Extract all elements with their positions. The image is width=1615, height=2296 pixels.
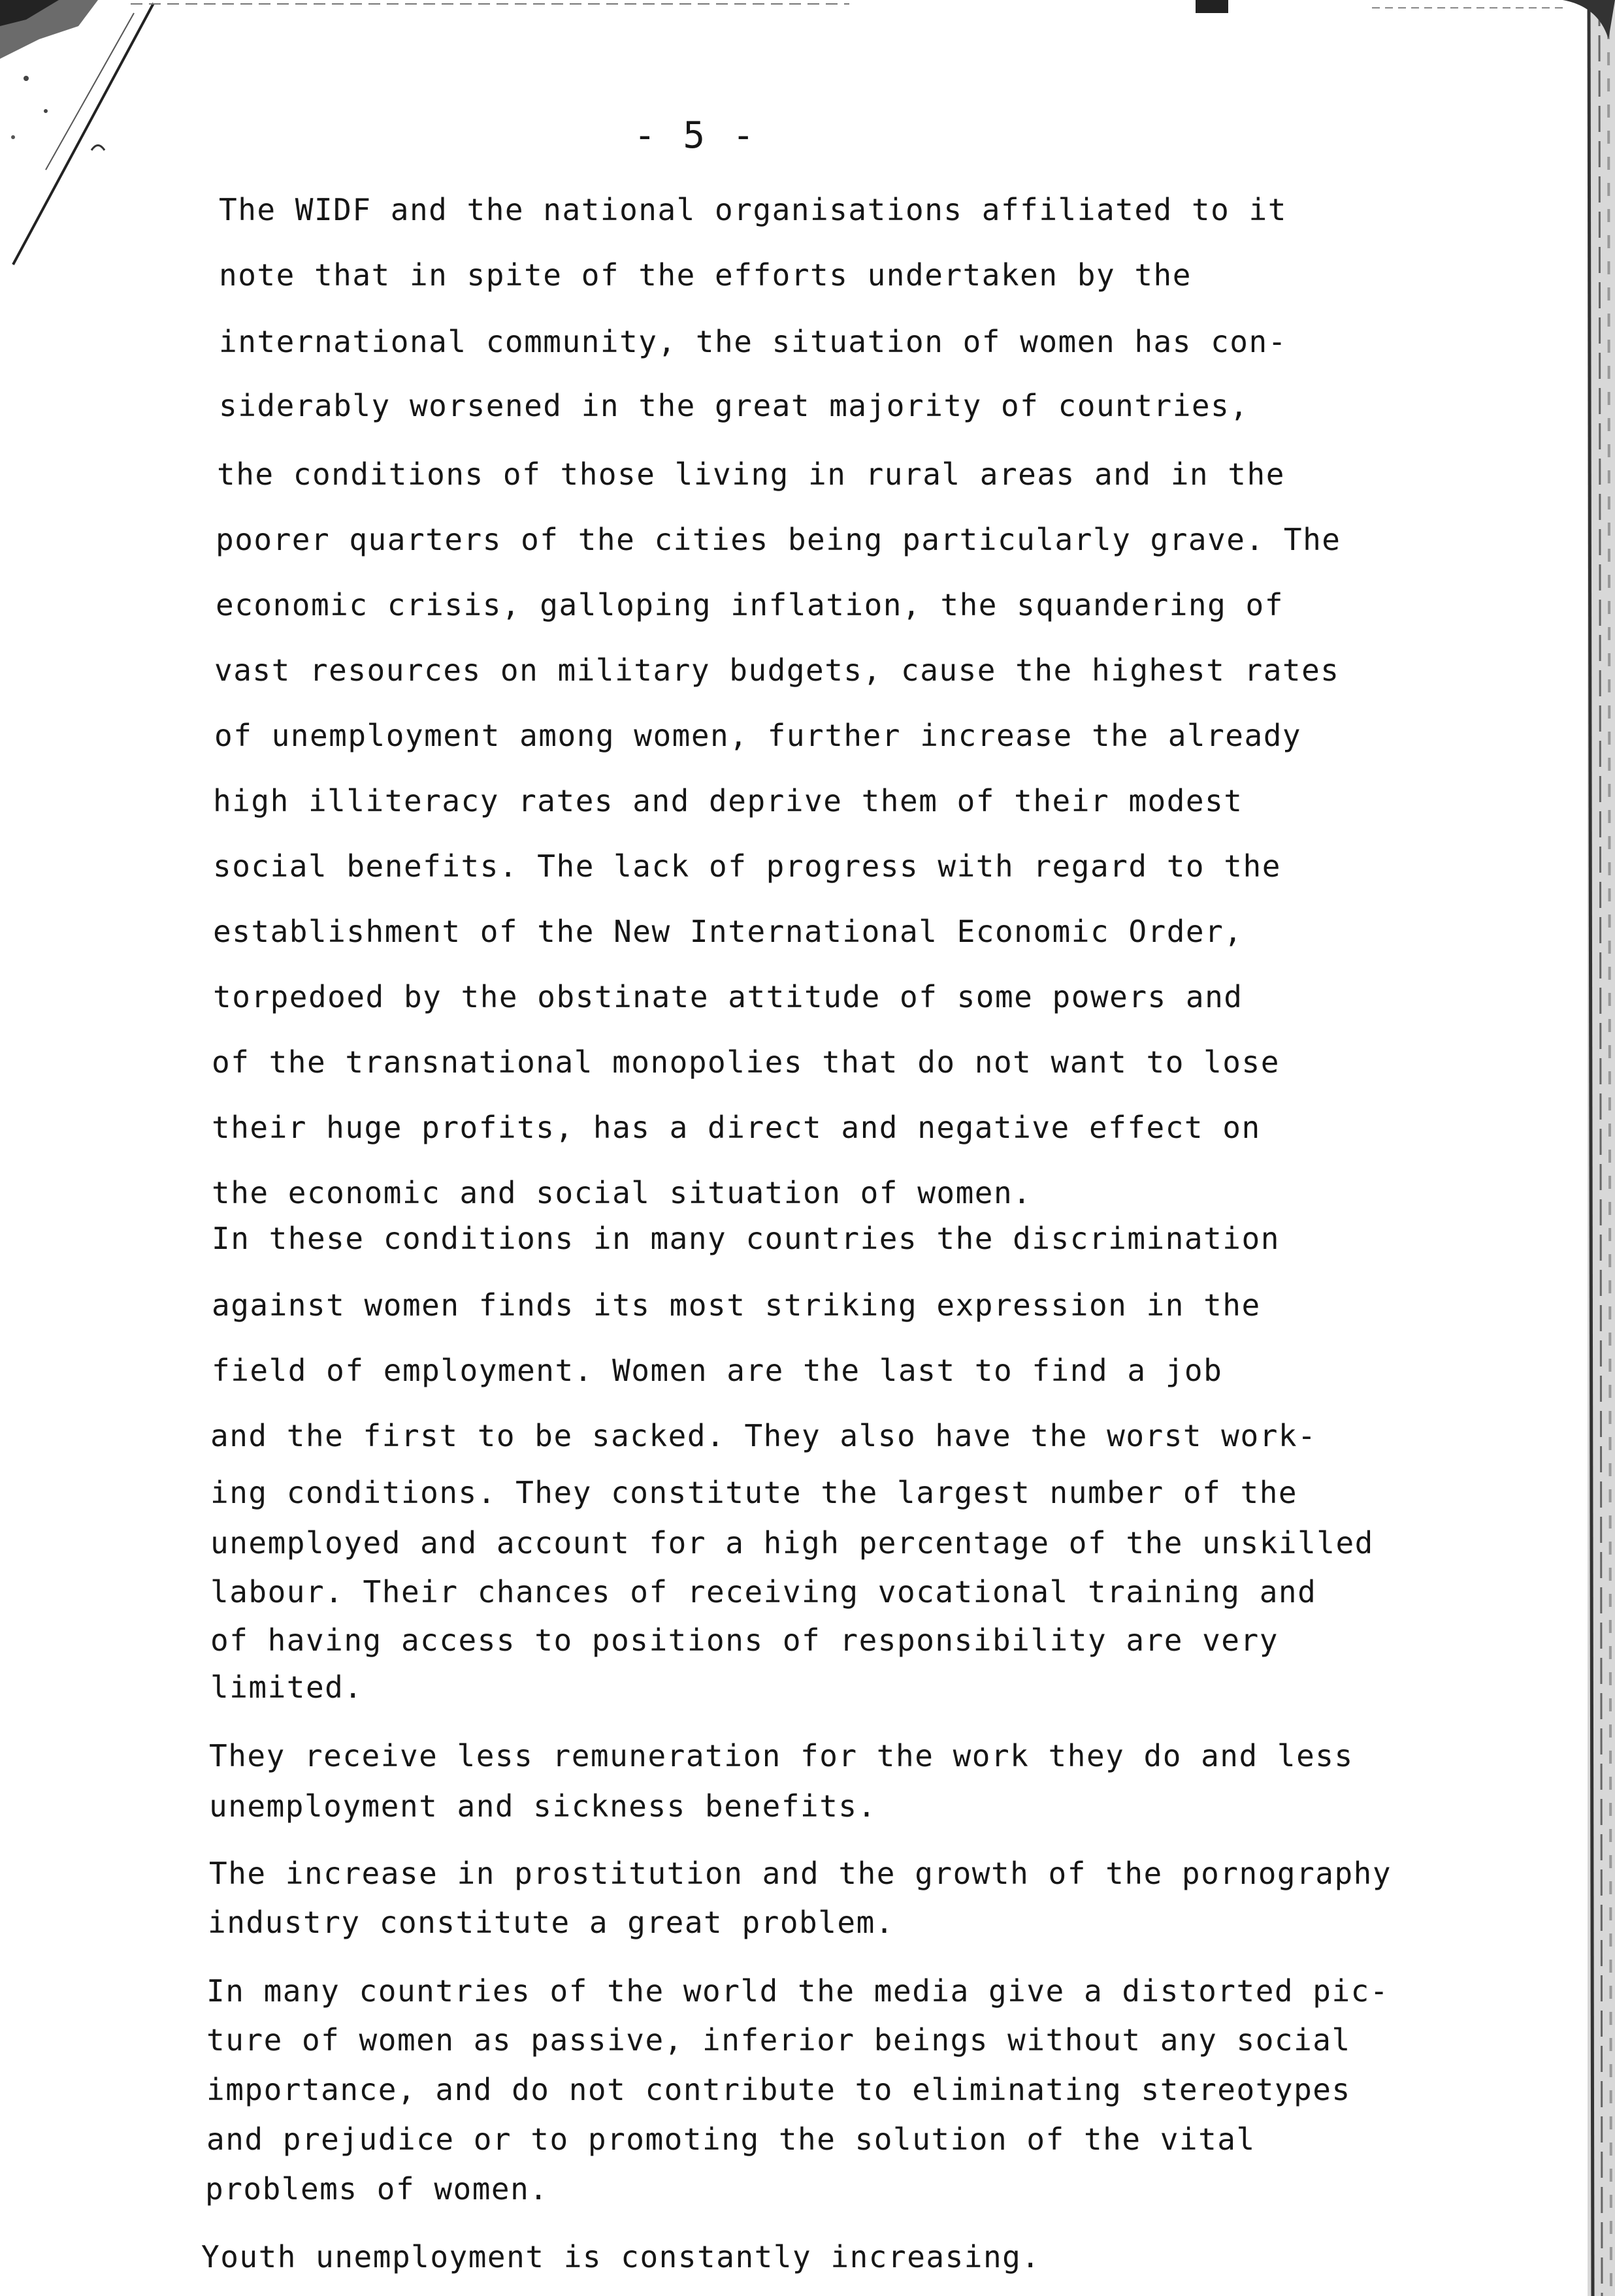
- text-line: of unemployment among women, further increase the already: [214, 718, 1302, 753]
- text-line: In many countries of the world the media give a distorted pic-: [206, 1973, 1390, 2009]
- text-line: field of employment. Women are the last to find a job: [212, 1353, 1223, 1388]
- scan-right-edge: [1537, 0, 1615, 2296]
- text-line: international community, the situation of women has con-: [219, 324, 1287, 359]
- text-line: Youth unemployment is constantly increasing.: [201, 2239, 1041, 2274]
- text-line: of the transnational monopolies that do not want to lose: [212, 1044, 1280, 1080]
- scan-top-edge: [131, 0, 1568, 13]
- text-line: unemployment and sickness benefits.: [209, 1788, 877, 1824]
- text-line: industry constitute a great problem.: [208, 1905, 894, 1940]
- text-line: The increase in prostitution and the growth of the pornography: [209, 1856, 1392, 1891]
- text-line: limited.: [210, 1670, 363, 1705]
- text-line: the economic and social situation of women.: [212, 1175, 1032, 1210]
- text-line: vast resources on military budgets, cause the highest rates: [214, 653, 1340, 688]
- text-line: establishment of the New International Economic Order,: [213, 914, 1243, 949]
- text-line: They receive less remuneration for the work they do and less: [209, 1738, 1354, 1773]
- text-line: high illiteracy rates and deprive them of their modest: [213, 783, 1243, 818]
- text-line: note that in spite of the efforts undertaken by the: [219, 257, 1192, 293]
- text-line: The WIDF and the national organisations affiliated to it: [219, 192, 1287, 227]
- text-line: ing conditions. They constitute the largest number of the: [210, 1475, 1298, 1510]
- text-line: against women finds its most striking expression in the: [212, 1287, 1261, 1323]
- scan-corner-smudge: [0, 0, 170, 274]
- text-line: their huge profits, has a direct and negative effect on: [212, 1110, 1261, 1145]
- text-line: and the first to be sacked. They also have the worst work-: [210, 1418, 1317, 1453]
- text-line: problems of women.: [205, 2171, 549, 2207]
- page-number: - 5 -: [634, 114, 757, 157]
- text-line: poorer quarters of the cities being particularly grave. The: [216, 522, 1341, 557]
- text-line: siderably worsened in the great majority of countries,: [219, 388, 1249, 423]
- text-line: ture of women as passive, inferior beings without any social: [206, 2022, 1351, 2058]
- text-line: of having access to positions of responsibility are very: [210, 1623, 1279, 1658]
- text-line: social benefits. The lack of progress with regard to the: [213, 849, 1281, 884]
- text-line: unemployed and account for a high percentage of the unskilled: [210, 1525, 1374, 1560]
- text-line: labour. Their chances of receiving vocational training and: [210, 1574, 1317, 1609]
- text-line: and prejudice or to promoting the solution of the vital: [206, 2122, 1256, 2157]
- text-line: torpedoed by the obstinate attitude of some powers and: [213, 979, 1243, 1014]
- text-line: economic crisis, galloping inflation, the squandering of: [216, 587, 1284, 623]
- text-line: the conditions of those living in rural areas and in the: [217, 457, 1285, 492]
- text-line: In these conditions in many countries the discrimination: [212, 1221, 1280, 1256]
- text-line: importance, and do not contribute to eliminating stereotypes: [206, 2072, 1351, 2107]
